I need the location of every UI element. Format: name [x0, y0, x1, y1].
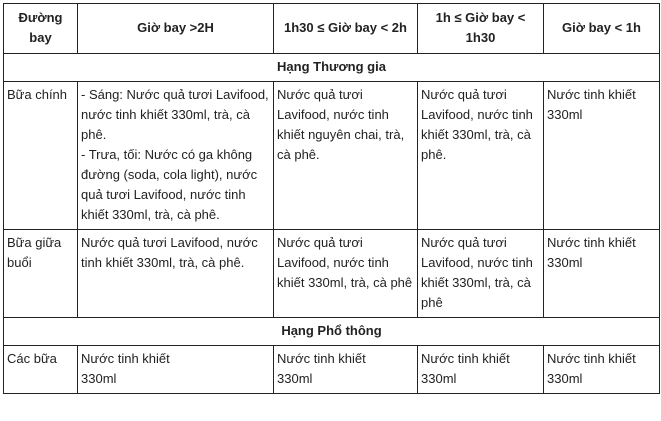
- row-label-main-meal: Bữa chính: [4, 82, 78, 230]
- header-under-1h: Giờ bay < 1h: [544, 4, 660, 54]
- cell-snack-over-2h: Nước quả tươi Lavifood, nước tinh khiết 330ml, trà, cà phê.: [78, 230, 274, 318]
- section-row-business: [4, 54, 660, 82]
- header-row: [4, 4, 660, 54]
- table-row: [4, 82, 660, 230]
- header-over-2h: Giờ bay >2H: [78, 4, 274, 54]
- row-label-snack: Bữa giữa buổi: [4, 230, 78, 318]
- cell-main-meal-over-2h: - Sáng: Nước quả tươi Lavifood, nước tinh khiết 330ml, trà, cà phê. - Trưa, tối: Nước có ga không đường (soda, cola light), nước quả tươi Lavifood, nước tinh khiết 330ml, trà, cà phê.: [78, 82, 274, 230]
- section-row-economy: [4, 318, 660, 346]
- row-label-all-meals: Các bữa: [4, 346, 78, 394]
- table-row: [4, 230, 660, 318]
- header-1h30-2h: 1h30 ≤ Giờ bay < 2h: [274, 4, 418, 54]
- cell-snack-under-1h: Nước tinh khiết 330ml: [544, 230, 660, 318]
- cell-all-meals-1h30-2h: Nước tinh khiết 330ml: [274, 346, 418, 394]
- cell-snack-1h-1h30: Nước quả tươi Lavifood, nước tinh khiết 330ml, trà, cà phê: [418, 230, 544, 318]
- section-title-business: Hạng Thương gia: [4, 54, 660, 82]
- cell-main-meal-1h30-2h: Nước quả tươi Lavifood, nước tinh khiết nguyên chai, trà, cà phê.: [274, 82, 418, 230]
- section-title-economy: Hạng Phổ thông: [4, 318, 660, 346]
- cell-all-meals-over-2h: Nước tinh khiết 330ml: [78, 346, 274, 394]
- cell-main-meal-1h-1h30: Nước quả tươi Lavifood, nước tinh khiết 330ml, trà, cà phê.: [418, 82, 544, 230]
- cell-snack-1h30-2h: Nước quả tươi Lavifood, nước tinh khiết 330ml, trà, cà phê: [274, 230, 418, 318]
- cell-all-meals-under-1h: Nước tinh khiết 330ml: [544, 346, 660, 394]
- cell-all-meals-1h-1h30: Nước tinh khiết 330ml: [418, 346, 544, 394]
- header-1h-1h30: 1h ≤ Giờ bay < 1h30: [418, 4, 544, 54]
- cell-main-meal-under-1h: Nước tinh khiết 330ml: [544, 82, 660, 230]
- beverage-service-table: [3, 3, 660, 394]
- header-route: Đường bay: [4, 4, 78, 54]
- table-row: [4, 346, 660, 394]
